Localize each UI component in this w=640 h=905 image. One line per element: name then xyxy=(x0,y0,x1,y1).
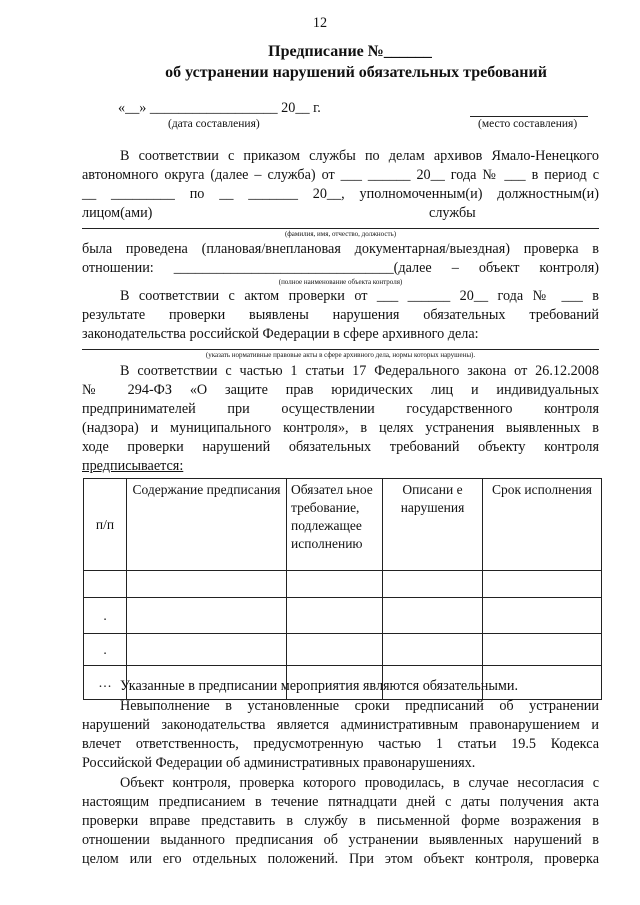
acts-label: (указать нормативные правовые акты в сфере архивного дела, нормы которых нарушены). xyxy=(205,351,476,359)
text-line: __ _________ по __ _______ 20__, уполномоченным(и) должностным(и) xyxy=(82,186,599,202)
text-line: Объект контроля, проверка которого проводилась, в случае несогласия с xyxy=(120,775,599,791)
text-line: автономного округа (далее – служба) от ___ ______ 20__ года № ___ в период с xyxy=(82,167,599,183)
paragraph-law xyxy=(82,362,599,476)
text-line: предпринимателей при осуществлении государственного контроля xyxy=(82,401,599,417)
fio-line xyxy=(82,228,599,229)
header-requirement: Обязател ьное требование, подлежащее исполнению xyxy=(287,479,383,571)
object-label: (полное наименование объекта контроля) xyxy=(278,278,403,286)
text-line: отношении: _______________________________(далее – объект контроля) xyxy=(82,260,599,276)
text-line: была проведена (плановая/внеплановая документарная/выездная) проверка в xyxy=(82,241,599,257)
fio-label: (фамилия, имя, отчество, должность) xyxy=(284,230,397,238)
prescription-table xyxy=(83,478,602,700)
text-line: Российской Федерации об административных правонарушениях. xyxy=(82,755,476,771)
text-line: отношении выданного предписания об устранении выявленных нарушений в xyxy=(82,832,599,848)
text-line: В соответствии с актом проверки от ___ ______ 20__ года № ___ в xyxy=(120,288,599,304)
header-content: Содержание предписания xyxy=(127,479,287,571)
header-number: п/п xyxy=(84,479,127,571)
place-label: (место составления) xyxy=(478,118,578,130)
table-cell xyxy=(383,571,483,598)
table-header-row xyxy=(84,479,602,571)
table-cell xyxy=(383,598,483,634)
paragraph-act xyxy=(82,287,599,344)
table-cell xyxy=(287,571,383,598)
table-cell xyxy=(127,634,287,666)
text-line: предписывается: xyxy=(82,458,184,474)
table-cell xyxy=(483,598,602,634)
text-line: В соответствии с приказом службы по делам архивов Ямало-Ненецкого xyxy=(120,148,599,164)
header-violation: Описани е нарушения xyxy=(383,479,483,571)
text-line: настоящим предписанием в течение пятнадцати дней с даты получения акта xyxy=(82,794,599,810)
text-line: (надзора) и муниципального контроля», в целях устранения выявленных в xyxy=(82,420,599,436)
text-line: Невыполнение в установленные сроки предписаний об устранении xyxy=(120,698,599,714)
document-title: Предписание №______ xyxy=(268,43,432,60)
table-cell xyxy=(127,598,287,634)
paragraph-mandatory: Указанные в предписании мероприятия являются обязательными. xyxy=(120,678,519,694)
acts-line xyxy=(82,349,599,350)
table-cell xyxy=(127,571,287,598)
table-cell xyxy=(483,571,602,598)
table-row xyxy=(84,571,602,598)
table-cell xyxy=(84,571,127,598)
table-cell xyxy=(287,634,383,666)
text-line: № 294-ФЗ «О защите прав юридических лиц и индивидуальных xyxy=(82,382,599,398)
text-line: нарушений законодательства является административным правонарушением и xyxy=(82,717,599,733)
place-line xyxy=(470,116,588,117)
paragraph-order xyxy=(82,147,599,223)
paragraph-liability xyxy=(82,697,599,773)
text-line: ходе проверки нарушений обязательных требований объекту контроля xyxy=(82,439,599,455)
table-cell: . xyxy=(84,634,127,666)
table-cell xyxy=(483,634,602,666)
header-deadline: Срок исполнения xyxy=(483,479,602,571)
table-cell xyxy=(287,598,383,634)
date-label: (дата составления) xyxy=(168,118,260,130)
text-line: проверки вправе представить в службу в письменной форме возражения в xyxy=(82,813,599,829)
paragraph-inspection xyxy=(82,240,599,278)
text-line: лицом(ами) службы xyxy=(82,205,476,221)
text-line: законодательства российской Федерации в сфере архивного дела: xyxy=(82,326,479,342)
text-line: В соответствии с частью 1 статьи 17 Федерального закона от 26.12.2008 xyxy=(120,363,599,379)
text-line: влечет ответственность, предусмотренную частью 1 статьи 19.5 Кодекса xyxy=(82,736,599,752)
text-line: целом или его отдельных положений. При этом объект контроля, проверка xyxy=(82,851,599,867)
table-cell: . xyxy=(84,598,127,634)
paragraph-objection xyxy=(82,774,599,869)
page-number: 12 xyxy=(312,15,328,31)
date-line: «__» __________________ 20__ г. xyxy=(118,100,321,116)
table-row xyxy=(84,634,602,666)
text-line: результате проверки выявлены нарушения обязательных требований xyxy=(82,307,599,323)
table-cell xyxy=(383,634,483,666)
document-subtitle: об устранении нарушений обязательных требований xyxy=(165,64,547,81)
table-row xyxy=(84,598,602,634)
table-cell: … xyxy=(84,666,127,700)
